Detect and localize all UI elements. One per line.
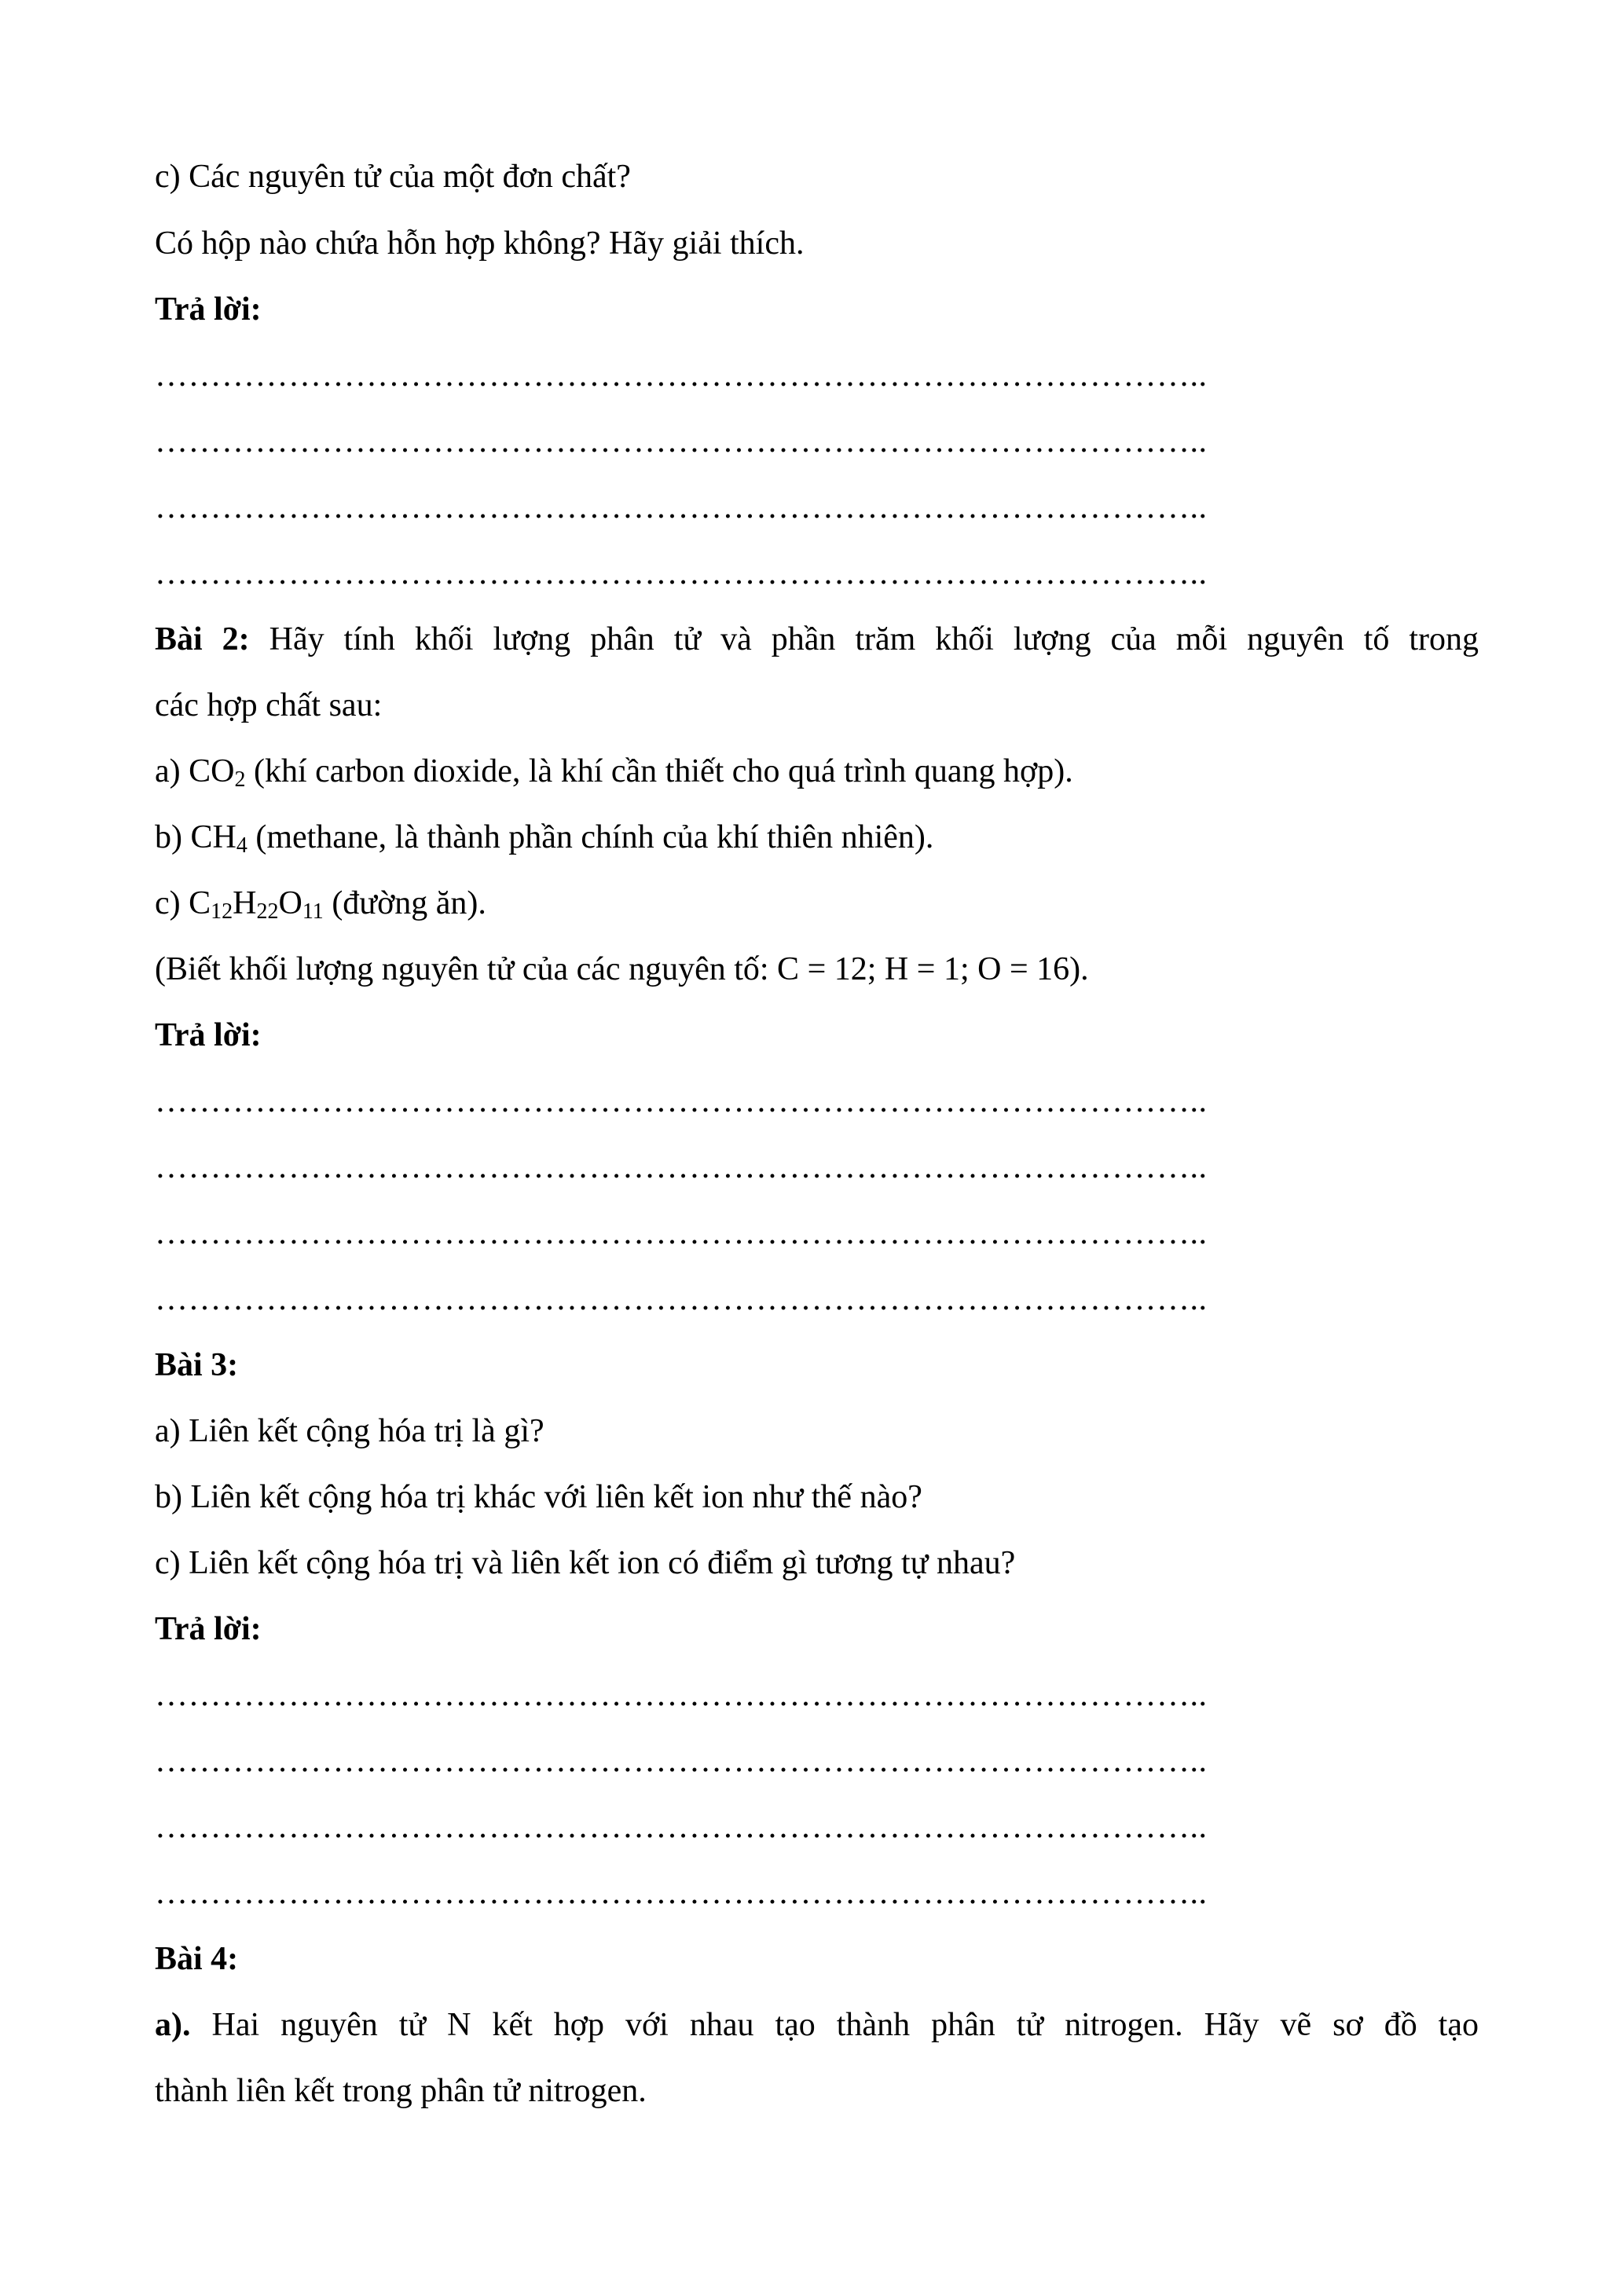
answer-line: …………………………………………………………………………………..	[155, 1677, 1208, 1713]
answer-line: …………………………………………………………………………………..	[155, 423, 1208, 460]
question-mixture: Có hộp nào chứa hỗn hợp không? Hãy giải thích.	[155, 225, 805, 262]
answer-label: Trả lời:	[155, 1611, 262, 1647]
bai2-text: Hãy tính khối lượng phân tử và phần trăm khối lượng của mỗi nguyên tố trong	[249, 621, 1479, 657]
bai3-label: Bài 3:	[155, 1347, 239, 1383]
answer-line: …………………………………………………………………………………..	[155, 1149, 1208, 1185]
bai4-item-a-line2: thành liên kết trong phân tử nitrogen.	[155, 2073, 647, 2109]
bai2-item-c: c) $C_{12}H_{22}O_{11}$ (đường ăn).	[155, 885, 486, 924]
bai4-item-a-line1	[155, 2005, 1479, 2045]
answer-line: …………………………………………………………………………………..	[155, 1083, 1208, 1119]
bai4-label: Bài 4:	[155, 1941, 239, 1977]
bai3-item-a: a) Liên kết cộng hóa trị là gì?	[155, 1413, 544, 1449]
answer-line: …………………………………………………………………………………..	[155, 555, 1208, 591]
answer-label: Trả lời:	[155, 1017, 262, 1053]
bai4-a-label: a).	[155, 2007, 191, 2043]
answer-label: Trả lời:	[155, 291, 262, 328]
bai3-item-b: b) Liên kết cộng hóa trị khác với liên kết ion như thế nào?	[155, 1479, 922, 1515]
bai3-item-c: c) Liên kết cộng hóa trị và liên kết ion có điểm gì tương tự nhau?	[155, 1545, 1016, 1581]
bai4-a-text: Hai nguyên tử N kết hợp với nhau tạo thành phân tử nitrogen. Hãy vẽ sơ đồ tạo	[190, 2007, 1479, 2043]
bai2-note: (Biết khối lượng nguyên tử của các nguyên tố: C = 12; H = 1; O = 16).	[155, 951, 1089, 987]
question-c: c) Các nguyên tử của một đơn chất?	[155, 159, 631, 195]
bai2-intro-line2: các hợp chất sau:	[155, 687, 383, 723]
answer-line: …………………………………………………………………………………..	[155, 489, 1208, 525]
answer-line: …………………………………………………………………………………..	[155, 1743, 1208, 1779]
bai2-item-a: a) $CO_2$ (khí carbon dioxide, là khí cần thiết cho quá trình quang hợp).	[155, 753, 1073, 792]
bai2-label: Bài 2:	[155, 621, 250, 657]
answer-line: …………………………………………………………………………………..	[155, 1875, 1208, 1911]
answer-line: …………………………………………………………………………………..	[155, 1809, 1208, 1845]
answer-line: …………………………………………………………………………………..	[155, 357, 1208, 394]
bai2-item-b: b) $CH_4$ (methane, là thành phần chính của khí thiên nhiên).	[155, 819, 934, 858]
answer-line: …………………………………………………………………………………..	[155, 1281, 1208, 1317]
bai2-intro-line1	[155, 620, 1479, 659]
answer-line: …………………………………………………………………………………..	[155, 1215, 1208, 1251]
